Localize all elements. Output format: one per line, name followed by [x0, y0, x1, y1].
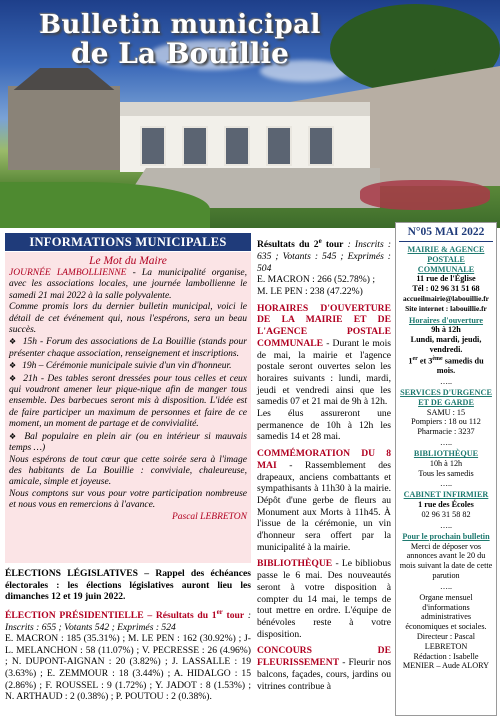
horaires-paragraph: HORAIRES D'OUVERTURE DE LA MAIRIE ET DE L'AGENCE POSTALE COMMUNALE - Durant le mois de mai, la mairie et l'agence postale seront ouvertes selon les horaires suivants : lundi, mardi, jeudi et vendredi ainsi que les samedis 07 et 21 mai de 9h à 12h. Les élus assureront une permanence de 10h à 12h les samedis 14 et 28 mai. [257, 302, 391, 443]
section-banner: INFORMATIONS MUNICIPALES [5, 233, 251, 251]
info-sidebar [395, 222, 497, 716]
horaires-block: Horaires d'ouverture 9h à 12h Lundi, mardi, jeudi, vendredi. 1er et 3ème samedis du mois. ….. [399, 316, 493, 387]
redaction-text: Rédaction : Isabelle MENIER – Aude ALORY [402, 651, 490, 671]
mairie-address: 11 rue de l'Église [416, 274, 476, 284]
mairie-block [399, 245, 493, 314]
mairie-phone: Tél : 02 96 31 51 68 [412, 284, 480, 294]
mot-bullet: ❖ 21h - Des tables seront dressées pour tous celles et ceux qui voudront amener leur pique-nique afin de manger tous ensemble. Des barbecues seront mis à disposition. L'idée est de faire participer un maximum de personnes et faire de ce moment, un moment de partage et de convivialité. [9, 373, 248, 430]
diamond-bullet-icon: ❖ [9, 373, 18, 383]
bulletin-title-line1: Bulletin municipal [39, 10, 321, 40]
horaires-saturdays: 1er et 3ème samedis du mois. [408, 355, 484, 376]
separator: ….. [440, 438, 452, 448]
header-photo [0, 0, 500, 228]
presidentielle-results: E. MACRON : 185 (35.31%) ; M. LE PEN : 162 (30.92%) ; J-L. MELANCHON : 58 (11.07%) ; V. PECRESSE : 26 (4.96%) ; N. DUPONT-AIGNAN : 20 (3.82%) ; J. LASSALLE : 19 (3.63%) ; E. ZEMMOUR : 18 (3.44%) ; A. HIDALGO : 15 (2.86%) ; F. ROUSSEL : 9 (1.72%) ; Y. JADOT : 8 (1.53%) ; N. ARTHAUD : 2 (0.38%) ; P. POUTOU : 2 (0.38%). [5, 633, 251, 703]
pharmacie-number: Pharmacie : 3237 [417, 427, 475, 437]
diamond-bullet-icon: ❖ [9, 431, 19, 441]
elections-section [5, 568, 251, 707]
mot-paragraph: Nous comptons sur vous pour votre participation nombreuse et nous vous en remercions à l'avance. [9, 488, 247, 511]
mot-intro: JOURNÉE LAMBOLLIENNE - La municipalité organise, avec les associations locales, une journée lambollienne le samedi 21 mai 2022 à la salle polyvalente. [9, 268, 247, 301]
bulletin-title [30, 12, 330, 69]
organe-text: Organe mensuel d'informations administratives économiques et sociales. [405, 592, 487, 632]
bibliotheque-head: BIBLIOTHÈQUE [257, 558, 333, 570]
biblio-block: BIBLIOTHÈQUE 10h à 12h Tous les samedis ….. [399, 449, 493, 488]
mot-bullet: ❖ 19h – Cérémonie municipale suivie d'un vin d'honneur. [9, 361, 232, 372]
issue-label: N°05 MAI 2022 [399, 225, 493, 242]
presidentielle-head: ÉLECTION PRÉSIDENTIELLE [5, 609, 144, 621]
second-round-paragraph: Résultats du 2e tour : Inscrits : 635 ; Votants : 545 ; Exprimés : 504 E. MACRON : 266 (52.78%) ; M. LE PEN : 238 (47.22%) [257, 237, 392, 297]
cabinet-head: CABINET INFIRMIER [403, 490, 489, 500]
mot-du-maire-title: Le Mot du Maire [89, 255, 167, 267]
mot-signature: Pascal LEBRETON [171, 511, 247, 522]
separator: ….. [440, 581, 452, 591]
commemoration-paragraph: COMMÉMORATION DU 8 MAI - Rassemblement des drapeaux, anciens combattants et sympathisants à 11h30 à la mairie. Dépôt d'une gerbe de fleurs au Monument aux Morts à 11h45. À l'issue de la cérémonie, un vin d'honneur sera offert par la municipalité à la mairie. [257, 448, 391, 553]
urgence-block [399, 388, 493, 447]
pompiers-number: Pompiers : 18 ou 112 [411, 417, 481, 427]
prochain-block: Pour le prochain bulletin Merci de déposer vos annonces avant le 20 du mois suivant la date de cette parution ….. Organe mensuel d'informations administratives économiques et sociales. Directeur : Pascal LEBRETON Rédaction : Isabelle MENIER – Aude ALORY [399, 531, 493, 671]
separator: ….. [440, 377, 452, 387]
cabinet-block: CABINET INFIRMIER 1 rue des Écoles 02 96 31 58 82 ….. [399, 490, 493, 529]
mot-bullet: ❖ 15h - Forum des associations de La Bouillie (stands pour présenter chaque association, renseignement et inscriptions. [9, 337, 247, 359]
presidentielle-paragraph: ÉLECTION PRÉSIDENTIELLE – Résultats du 1er tour : Inscrits : 655 ; Votants 542 ; Exprimés : 524 E. MACRON : 185 (35.31%) ; M. LE PEN : 162 (30.92%) ; J-L. MELANCHON : 58 (11.07%) ; V. PECRESSE : 26 (4.96%) ; N. DUPONT-AIGNAN : 20 (3.82%) ; J. LASSALLE : 19 (3.63%) ; E. ZEMMOUR : 18 (3.44%) ; A. HIDALGO : 15 (2.86%) ; F. ROUSSEL : 9 (1.72%) ; Y. JADOT : 8 (1.53%) ; N. ARTHAUD : 2 (0.38%) ; P. POUTOU : 2 (0.38%). [5, 607, 252, 703]
horaires-head: HORAIRES D'OUVERTURE DE LA MAIRIE ET DE L'AGENCE POSTALE COMMUNALE [257, 302, 391, 349]
flowerbed-shape [360, 180, 490, 210]
legislatives-paragraph: ÉLECTIONS LÉGISLATIVES – Rappel des échéances électorales : les élections législatives auront lieu les dimanches 12 et 19 juin 2022. [5, 568, 252, 603]
town-hall-building-shape [120, 102, 370, 172]
bulletin-title-line2: de La Bouillie [71, 37, 289, 71]
mot-paragraph: Comme promis lors du dernier bulletin municipal, voici le détail de cet événement qui, nous l'espérons, sera un beau succès. [9, 302, 247, 336]
samu-number: SAMU : 15 [426, 407, 466, 417]
biblio-sidebar-head: BIBLIOTHÈQUE [413, 449, 479, 459]
separator: ….. [440, 479, 452, 489]
mairie-website: Site internet : labouillie.fr [405, 303, 487, 313]
journee-lead: JOURNÉE LAMBOLLIENNE [9, 268, 127, 278]
diamond-bullet-icon: ❖ [9, 337, 17, 347]
mot-bullet: ❖ Bal populaire en plein air (ou en intérieur si mauvais temps …) [9, 431, 248, 454]
separator: ….. [440, 520, 452, 530]
concours-head: CONCOURS DE FLEURISSEMENT [257, 645, 391, 669]
middle-column [257, 236, 391, 697]
mairie-head: MAIRIE & AGENCE POSTALE COMMUNALE [407, 245, 485, 274]
mot-paragraph: Nous espérons de tout cœur que cette soirée sera à l'image des habitants de La Bouillie : conviviale, chaleureuse, amicale, simple et joyeuse. [9, 454, 247, 488]
bibliotheque-paragraph: BIBLIOTHÈQUE - Le bibliobus passe le 6 mai. Des nouveautés seront à votre disposition à compter du 14 mai, le temps de tout mettre en ordre. L'équipe de bénévoles reste à votre disposition. [257, 558, 391, 640]
horaires-sidebar-head: Horaires d'ouverture [408, 315, 484, 325]
concours-paragraph: CONCOURS DE FLEURISSEMENT - Fleurir nos balcons, façades, cours, jardins ou vitrines contribue à [257, 645, 391, 692]
urgence-head: SERVICES D'URGENCE ET DE GARDE [400, 388, 492, 407]
mairie-email: accueilmairie@labouillie.fr [403, 293, 489, 303]
legislatives-head: ÉLECTIONS LÉGISLATIVES [5, 568, 138, 579]
directeur-text: Directeur : Pascal LEBRETON [416, 632, 476, 651]
prochain-head: Pour le prochain bulletin [402, 531, 490, 541]
mot-du-maire-box [5, 252, 251, 563]
stone-building-shape [8, 86, 120, 170]
commemoration-head: COMMÉMORATION DU 8 MAI [257, 448, 391, 471]
diamond-bullet-icon: ❖ [9, 361, 17, 371]
